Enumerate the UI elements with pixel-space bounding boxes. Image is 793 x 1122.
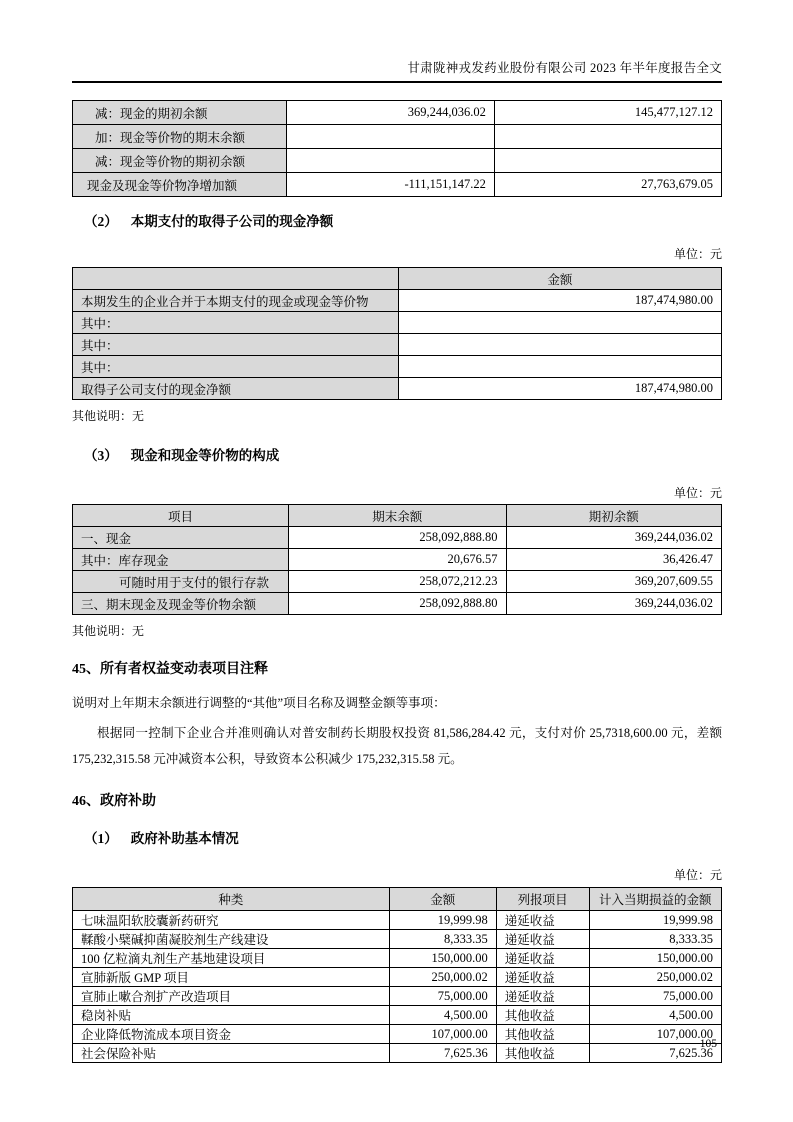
subsidy-type: 宣肺新版 GMP 项目: [73, 968, 390, 987]
section-3-number: （3）: [84, 448, 118, 463]
begin-balance-cell: 36,426.47: [506, 549, 721, 571]
row-label: 加：现金等价物的期末余额: [73, 125, 287, 149]
end-balance-cell: 258,092,888.80: [289, 593, 506, 615]
table-row: [73, 593, 722, 615]
section-46-1-title: 政府补助基本情况: [130, 831, 239, 846]
table-row: [73, 378, 722, 400]
section-45-paragraph-2: 根据同一控制下企业合并准则确认对普安制药长期股权投资 81,586,284.42 元，支付对价 25,7318,600.00 元，差额 175,232,315.58 元冲减资本公积，导致资本公积减少 175,232,315.58 元。: [72, 726, 722, 766]
report-header-title: 甘肃陇神戎发药业股份有限公司 2023 年半年度报告全文: [72, 58, 722, 83]
row-label: 其中：: [73, 356, 399, 378]
item-header-cell: 项目: [73, 505, 289, 527]
other-note: 其他说明：无: [72, 409, 145, 423]
row-label: 三、期末现金及现金等价物余额: [73, 593, 289, 615]
section-2-title: 本期支付的取得子公司的现金净额: [130, 214, 334, 229]
current-pl-cell: 75,000.00: [589, 987, 721, 1006]
begin-balance-cell: 145,477,127.12: [494, 101, 721, 125]
row-label: 取得子公司支付的现金净额: [73, 378, 399, 400]
row-label: 其中：库存现金: [73, 549, 289, 571]
amount-header-cell: 金额: [389, 888, 496, 911]
section-46-title: 46、政府补助: [72, 794, 156, 809]
begin-balance-cell: 369,207,609.55: [506, 571, 721, 593]
section-3-heading: [84, 444, 722, 464]
row-label: 其中：: [73, 334, 399, 356]
government-subsidy-table: [72, 887, 722, 1063]
report-item-cell: 递延收益: [496, 987, 589, 1006]
current-pl-cell: 150,000.00: [589, 949, 721, 968]
table-row: [73, 987, 722, 1006]
subsidy-type: 企业降低物流成本项目资金: [73, 1025, 390, 1044]
cash-net-increase-table: [72, 100, 722, 197]
current-pl-cell: 4,500.00: [589, 1006, 721, 1025]
table-row: [73, 149, 722, 173]
subsidy-type: 七味温阳软胶囊新药研究: [73, 911, 390, 930]
unit-label: 单位：元: [673, 486, 722, 500]
current-pl-cell: 107,000.00: [589, 1025, 721, 1044]
subsidy-type: 宣肺止嗽合剂扩产改造项目: [73, 987, 390, 1006]
cash-composition-table: [72, 504, 722, 615]
amount-cell: 4,500.00: [389, 1006, 496, 1025]
section-3-title: 现金和现金等价物的构成: [130, 448, 280, 463]
report-item-cell: 递延收益: [496, 911, 589, 930]
table-row: [73, 1025, 722, 1044]
table-row: [73, 949, 722, 968]
amount-header-cell: 金额: [398, 268, 721, 290]
table-row: [73, 290, 722, 312]
report-item-cell: 其他收益: [496, 1044, 589, 1063]
subsidy-type: 社会保险补贴: [73, 1044, 390, 1063]
table-row: [73, 334, 722, 356]
section-46-1-number: （1）: [84, 831, 118, 846]
end-balance-cell: 258,092,888.80: [289, 527, 506, 549]
current-pl-cell: 250,000.02: [589, 968, 721, 987]
amount-cell: 250,000.02: [389, 968, 496, 987]
begin-balance-cell: 27,763,679.05: [494, 173, 721, 197]
table-row: [73, 911, 722, 930]
table-row: [73, 312, 722, 334]
table-row: [73, 571, 722, 593]
begin-balance-cell: 369,244,036.02: [506, 593, 721, 615]
subsidy-type: 100 亿粒滴丸剂生产基地建设项目: [73, 949, 390, 968]
table-row: [73, 1006, 722, 1025]
unit-label: 单位：元: [673, 868, 722, 882]
current-pl-cell: 7,625.36: [589, 1044, 721, 1063]
report-item-cell: 其他收益: [496, 1025, 589, 1044]
table-row: [73, 101, 722, 125]
section-2-number: （2）: [84, 214, 118, 229]
end-balance-cell: [286, 125, 494, 149]
current-pl-cell: 8,333.35: [589, 930, 721, 949]
begin-header-cell: 期初余额: [506, 505, 721, 527]
report-item-cell: 递延收益: [496, 949, 589, 968]
amount-cell: 19,999.98: [389, 911, 496, 930]
current-pl-header-cell: 计入当期损益的金额: [589, 888, 721, 911]
section-45-title: 45、所有者权益变动表项目注释: [72, 662, 268, 677]
blank-header-cell: [73, 268, 399, 290]
amount-cell: [398, 356, 721, 378]
end-balance-cell: [286, 149, 494, 173]
amount-cell: 187,474,980.00: [398, 290, 721, 312]
item-header-cell: 列报项目: [496, 888, 589, 911]
end-balance-cell: 20,676.57: [289, 549, 506, 571]
amount-cell: 107,000.00: [389, 1025, 496, 1044]
amount-cell: 150,000.00: [389, 949, 496, 968]
other-note: 其他说明：无: [72, 624, 145, 638]
table-header-row: [73, 888, 722, 911]
table-row: [73, 968, 722, 987]
end-balance-cell: 369,244,036.02: [286, 101, 494, 125]
table-row: [73, 527, 722, 549]
row-label: 可随时用于支付的银行存款: [73, 571, 289, 593]
section-46-1-heading: [84, 827, 722, 847]
report-item-cell: 其他收益: [496, 1006, 589, 1025]
subsidy-type: 鞣酸小檗碱抑菌凝胶剂生产线建设: [73, 930, 390, 949]
amount-cell: 75,000.00: [389, 987, 496, 1006]
subsidy-type: 稳岗补贴: [73, 1006, 390, 1025]
table-row: [73, 549, 722, 571]
subsidiary-cash-table: [72, 267, 722, 400]
begin-balance-cell: [494, 149, 721, 173]
row-label: 减：现金的期初余额: [73, 101, 287, 125]
table-row: [73, 125, 722, 149]
row-label: 减：现金等价物的期初余额: [73, 149, 287, 173]
table-header-row: [73, 505, 722, 527]
table-row: [73, 356, 722, 378]
begin-balance-cell: 369,244,036.02: [506, 527, 721, 549]
end-header-cell: 期末余额: [289, 505, 506, 527]
row-label: 本期发生的企业合并于本期支付的现金或现金等价物: [73, 290, 399, 312]
table-row: [73, 173, 722, 197]
table-header-row: [73, 268, 722, 290]
row-label: 一、现金: [73, 527, 289, 549]
table-row: [73, 1044, 722, 1063]
amount-cell: 187,474,980.00: [398, 378, 721, 400]
amount-cell: [398, 312, 721, 334]
section-2-heading: [84, 210, 722, 230]
end-balance-cell: 258,072,212.23: [289, 571, 506, 593]
current-pl-cell: 19,999.98: [589, 911, 721, 930]
unit-label: 单位：元: [673, 247, 722, 261]
table-row: [73, 930, 722, 949]
row-label: 现金及现金等价物净增加额: [73, 173, 287, 197]
amount-cell: 7,625.36: [389, 1044, 496, 1063]
amount-cell: 8,333.35: [389, 930, 496, 949]
section-45-paragraph-1: 说明对上年期末余额进行调整的“其他”项目名称及调整金额等事项：: [72, 696, 446, 710]
report-item-cell: 递延收益: [496, 930, 589, 949]
page-number: 105: [699, 1038, 717, 1050]
type-header-cell: 种类: [73, 888, 390, 911]
end-balance-cell: -111,151,147.22: [286, 173, 494, 197]
begin-balance-cell: [494, 125, 721, 149]
amount-cell: [398, 334, 721, 356]
row-label: 其中：: [73, 312, 399, 334]
report-item-cell: 递延收益: [496, 968, 589, 987]
